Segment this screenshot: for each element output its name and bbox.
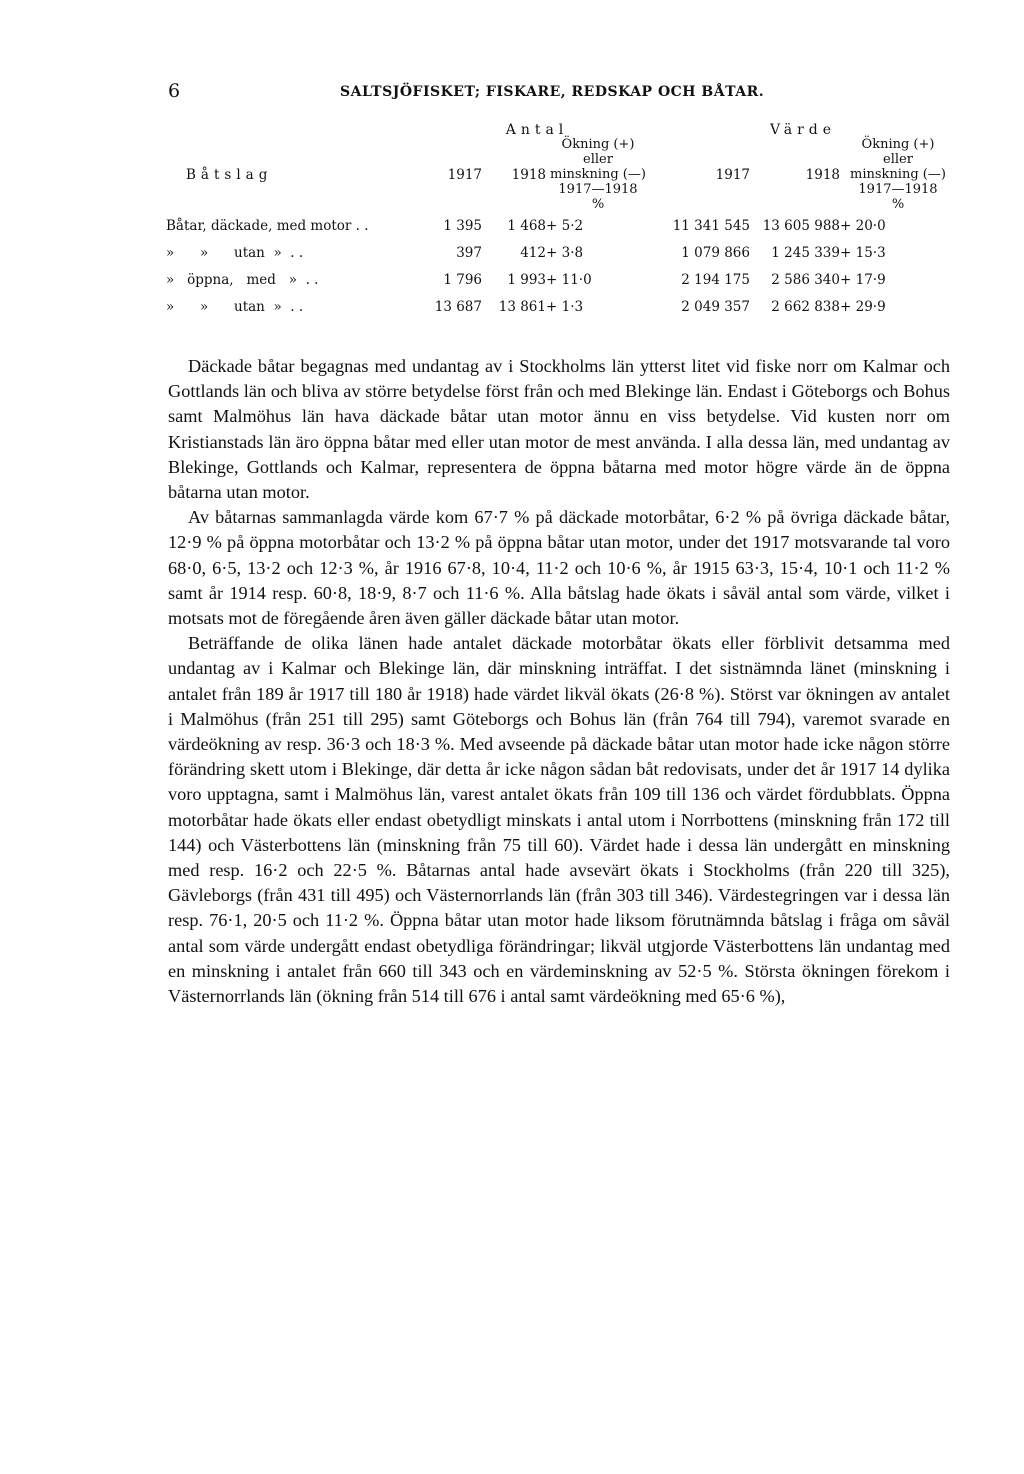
cell-antal-1918: 13 861 <box>498 298 546 315</box>
cell-varde-1917: 2 049 357 <box>681 298 750 315</box>
cell-antal-change: + 1·3 <box>546 298 584 315</box>
paragraph: Beträffande de olika länen hade antalet däckade motorbåtar ökats eller förblivit detsamma med undantag av i Kalmar och Blekinge län, där minskning inträffat. I det sistnämnda länet (minskning i antalet från 189 år 1917 till 180 år 1918) hade värdet likväl ökats (26·8 %). Störst var ökningen av antalet i Malmöhus (från 251 till 295) samt Göteborgs och Bohus län (från 764 till 794), varemot svarade en värdeökning av resp. 36·3 och 18·3 %. Med avseende på däckade båtar utan motor hade icke någon större förändring skett utom i Blekinge, där detta år icke någon sådan båt redovisats, under det år 1917 14 dylika voro upptagna, samt i Malmöhus län, varest antalet ökats från 109 till 136 och värdet fördubblats. Öppna motorbåtar hade ökats eller endast obetydligt minskats i antal utom i Norrbottens (minskning från 172 till 144) och Västerbottens län (minskning från 75 till 60). Värdet hade i dessa län undergått en minskning med resp. 16·2 och 22·5 %. Båtarnas antal hade avsevärt ökats i Stockholms (från 220 till 325), Gävleborgs (från 431 till 495) och Västernorrlands län (från 303 till 346). Värdestegringen var i dessa län resp. 76·1, 20·5 och 11·2 %. Öppna båtar utan motor hade liksom förutnämnda båtslag i fråga om såväl antal som värde undergått endast obetydliga förändringar; likväl utgjorde Västerbottens län undantag med en minskning i antalet från 660 till 343 och en värdeminskning av 52·5 %. Största ökningen förekom i Västernorrlands län (ökning från 514 till 676 i antal samt värdeökning med 65·6 %), <box>168 633 950 1007</box>
paragraph: Däckade båtar begagnas med undantag av i Stockholms län ytterst litet vid fiske norr om Kalmar och Gottlands län och bliva av större betydelse först från och med Blekinge län. Endast i Göteborgs och Bohus samt Malmöhus län hava däckade båtar utan motor ännu en viss betydelse. Vid kusten norr om Kristianstads län äro öppna båtar med eller utan motor de mest använda. I alla dessa län, med undantag av Blekinge, Gottlands och Kalmar, representera de öppna båtarna med motor högre värde än de öppna båtarna utan motor. <box>168 356 950 503</box>
group-header-antal: Antal <box>505 122 569 138</box>
cell-antal-1918: 1 993 <box>507 271 546 288</box>
column-header-antal-change <box>546 138 650 213</box>
table-row <box>166 240 956 267</box>
column-header-antal-1917: 1917 <box>447 166 482 183</box>
change-line-2: eller <box>883 152 913 168</box>
cell-varde-change: + 17·9 <box>840 271 886 288</box>
cell-antal-change: + 5·2 <box>546 217 584 234</box>
row-label: Båtar, däckade, med motor . . <box>166 217 369 234</box>
change-line-3: minskning (—) <box>550 166 646 182</box>
change-line-4: 1917—1918 <box>558 181 638 197</box>
cell-antal-change: + 3·8 <box>546 244 584 261</box>
row-label: » » utan » . . <box>166 244 304 261</box>
cell-varde-1918: 2 662 838 <box>771 298 840 315</box>
cell-antal-change: + 11·0 <box>546 271 592 288</box>
table-row <box>166 267 956 294</box>
change-unit: % <box>891 196 905 212</box>
cell-varde-1918: 2 586 340 <box>771 271 840 288</box>
change-line-2: eller <box>583 152 613 168</box>
column-header-varde-1917: 1917 <box>715 166 750 183</box>
cell-varde-1918: 13 605 988 <box>762 217 840 234</box>
row-label: » öppna, med » . . <box>166 271 319 288</box>
cell-varde-change: + 29·9 <box>840 298 886 315</box>
body-text <box>168 354 950 1009</box>
column-header-antal-1918: 1918 <box>511 166 546 183</box>
table-row <box>166 213 956 240</box>
cell-antal-1917: 397 <box>456 244 482 261</box>
change-line-3: minskning (—) <box>850 166 946 182</box>
change-unit: % <box>591 196 605 212</box>
cell-varde-1917: 11 341 545 <box>672 217 750 234</box>
cell-varde-change: + 20·0 <box>840 217 886 234</box>
cell-varde-1917: 2 194 175 <box>681 271 750 288</box>
paragraph: Av båtarnas sammanlagda värde kom 67·7 % på däckade motorbåtar, 6·2 % på övriga däckade båtar, 12·9 % på öppna motorbåtar och 13·2 % på öppna båtar utan motor, under det 1917 motsvarande tal voro 68·0, 6·5, 13·2 och 12·3 %, år 1916 67·8, 10·4, 11·2 och 10·6 %, år 1915 63·3, 15·4, 10·1 och 11·2 % samt år 1914 resp. 60·8, 18·9, 8·7 och 11·6 %. Alla båtslag hade ökats i såväl antal som värde, vilket i motsats mot de föregående åren även gäller däckade båtar utan motor. <box>168 507 950 629</box>
cell-antal-1917: 1 796 <box>443 271 482 288</box>
column-header-varde-1918: 1918 <box>805 166 840 183</box>
group-header-varde: Värde <box>769 122 837 138</box>
cell-antal-1918: 1 468 <box>507 217 546 234</box>
table-row <box>166 294 956 321</box>
change-line-1: Ökning (+) <box>561 137 635 153</box>
column-header-batslag: Båtslag <box>186 166 273 183</box>
cell-antal-1918: 412 <box>520 244 546 261</box>
cell-varde-1918: 1 245 339 <box>771 244 840 261</box>
cell-varde-change: + 15·3 <box>840 244 886 261</box>
boat-statistics-table <box>166 122 956 321</box>
change-line-1: Ökning (+) <box>861 137 935 153</box>
cell-antal-1917: 1 395 <box>443 217 482 234</box>
column-header-varde-change <box>840 138 956 213</box>
row-label: » » utan » . . <box>166 298 304 315</box>
cell-antal-1917: 13 687 <box>434 298 482 315</box>
page-number: 6 <box>168 80 181 102</box>
cell-varde-1917: 1 079 866 <box>681 244 750 261</box>
change-line-4: 1917—1918 <box>858 181 938 197</box>
running-title: SALTSJÖFISKET; FISKARE, REDSKAP OCH BÅTAR. <box>340 84 765 100</box>
